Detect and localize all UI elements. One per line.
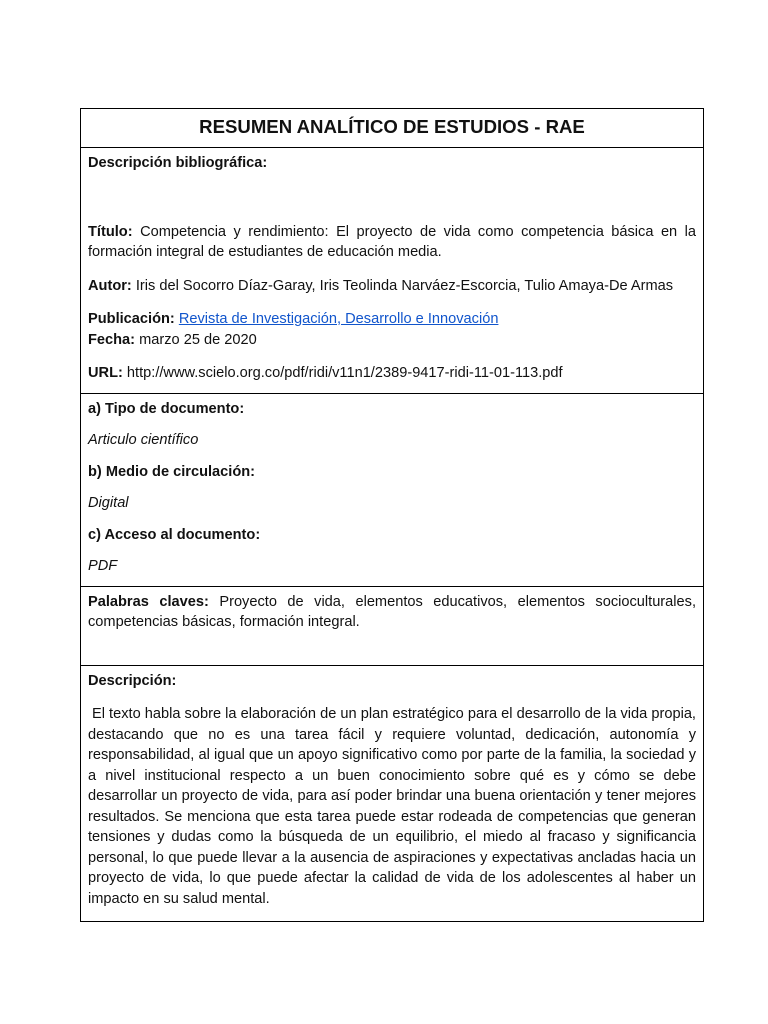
url-field	[88, 363, 696, 384]
publication-link[interactable]: Revista de Investigación, Desarrollo e Innovación	[178, 311, 499, 327]
date-label: Fecha:	[88, 331, 136, 348]
rae-table	[80, 108, 704, 922]
keywords-label: Palabras claves:	[88, 593, 209, 610]
type-label: a) Tipo de documento:	[88, 400, 245, 417]
description-text: El texto habla sobre la elaboración de un plan estratégico para el desarrollo de la vida propia, destacando que no es una tarea fácil y requiere voluntad, dedicación, autonomía y responsabilidad, al igual que un apoyo significativo como por parte de la familia, la sociedad y a nivel institucional respecto a un buen conocimiento sobre qué es y cómo se debe desarrollar un proyecto de vida, para así poder brindar una buena orientación y tener mejores resultados. Se menciona que esta tarea puede estar rodeada de competencias que generan tensiones y dudas como la búsqueda de un equilibrio, el miedo al fracaso y significancia personal, lo que puede llevar a la ausencia de aspiraciones y expectativas ancladas hacia un proyecto de vida, lo que puede afectar la calidad de vida de los adolescentes al haber un impacto en su salud mental.	[88, 706, 696, 907]
title-label: Título:	[88, 223, 133, 240]
access-value: PDF	[88, 558, 118, 574]
type-value: Articulo científico	[88, 432, 199, 448]
url-label: URL:	[88, 365, 123, 381]
description-section	[81, 665, 704, 922]
author-label: Autor:	[88, 277, 132, 294]
description-label: Descripción:	[88, 672, 177, 689]
document-title: RESUMEN ANALÍTICO DE ESTUDIOS - RAE	[81, 109, 704, 148]
document-info-section	[81, 393, 704, 586]
medium-label: b) Medio de circulación:	[88, 463, 256, 480]
title-field	[88, 222, 696, 263]
author-field	[88, 276, 696, 297]
keywords-value: Proyecto de vida, elementos educativos, elementos socioculturales, competencias básicas, formación integral.	[88, 593, 696, 630]
keywords-section	[81, 586, 704, 665]
publication-field	[88, 309, 696, 330]
title-value: Competencia y rendimiento: El proyecto de vida como competencia básica en la formación integral de estudiantes de educación media.	[88, 223, 697, 260]
url-value: http://www.scielo.org.co/pdf/ridi/v11n1/2389-9417-ridi-11-01-113.pdf	[126, 365, 563, 381]
date-value: marzo 25 de 2020	[139, 331, 257, 348]
access-label: c) Acceso al documento:	[88, 526, 261, 543]
author-value: Iris del Socorro Díaz-Garay, Iris Teolinda Narváez-Escorcia, Tulio Amaya-De Armas	[135, 277, 674, 294]
medium-value: Digital	[88, 495, 129, 511]
date-field	[88, 330, 696, 351]
keywords-field	[88, 592, 696, 633]
bibliographic-section	[81, 148, 704, 394]
publication-label: Publicación:	[88, 311, 175, 327]
bibliographic-heading: Descripción bibliográfica:	[88, 155, 268, 171]
